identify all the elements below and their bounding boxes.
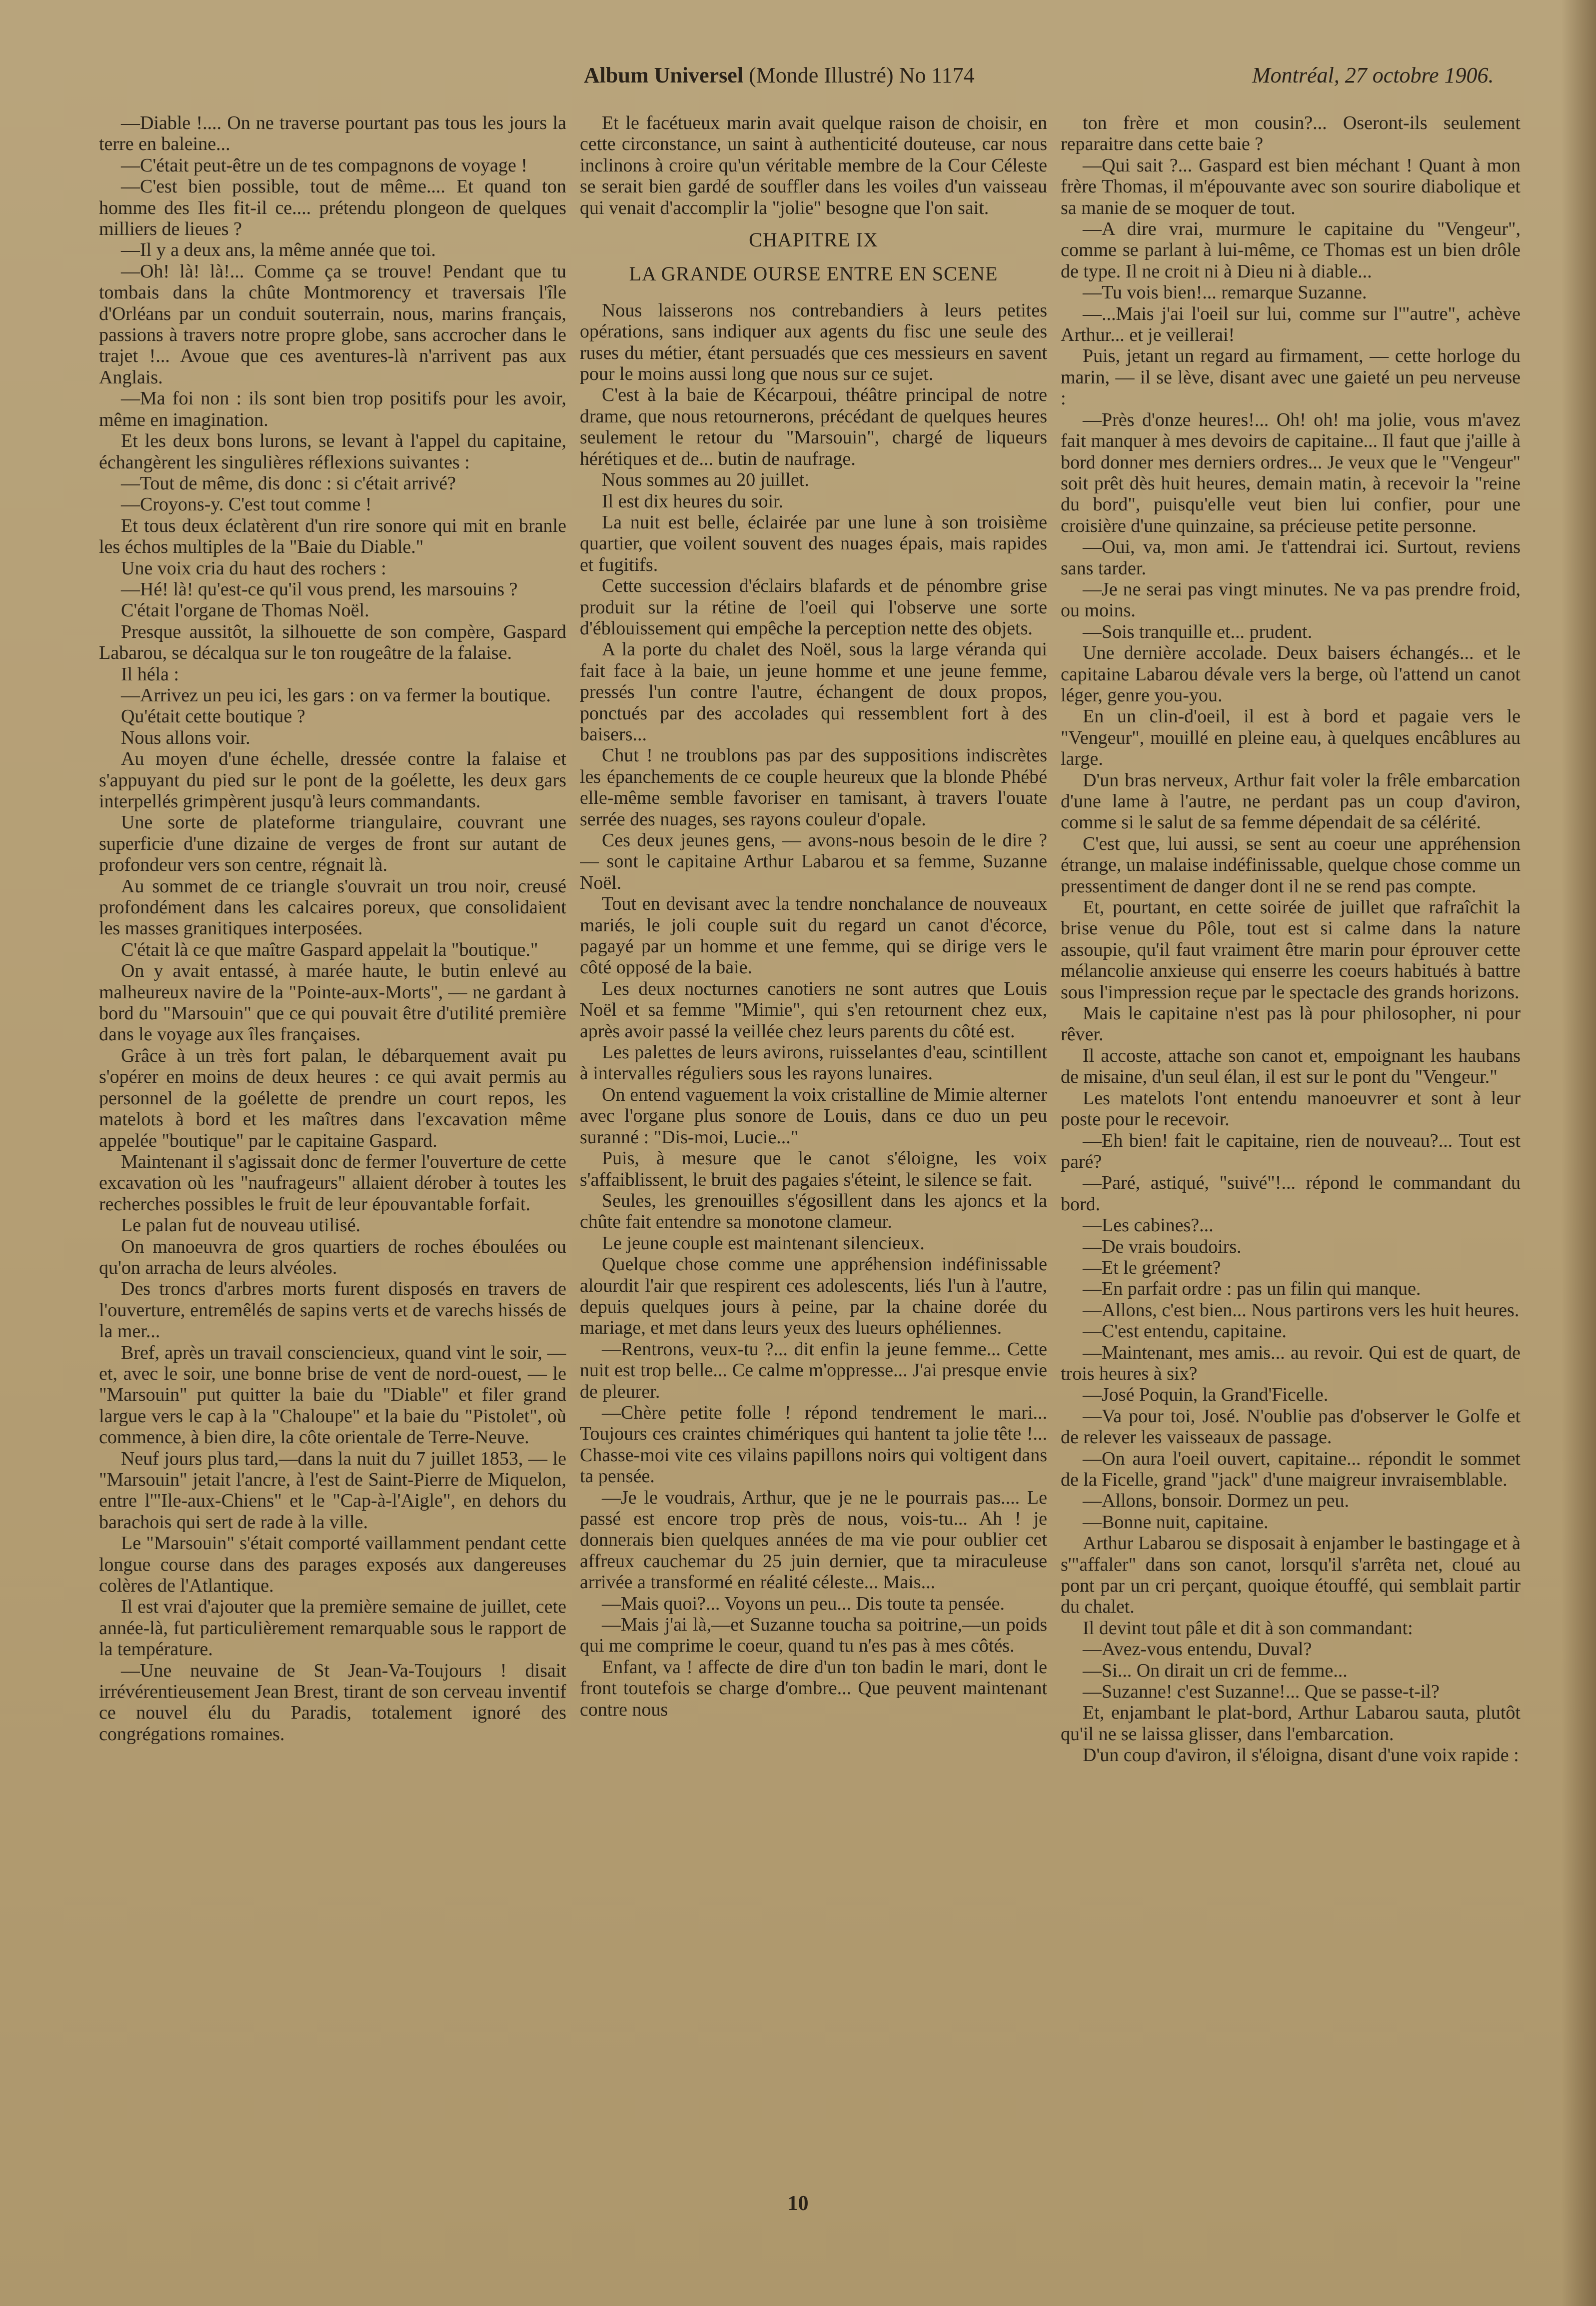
paragraph: Nous laisserons nos contrebandiers à leurs petites opérations, sans indiquer aux agents du fisc une seule des ruses du métier, étant persuadés que ces messieurs en savent pour le moins aussi long que nous sur ce sujet. [580,299,1047,385]
paragraph: On manoeuvra de gros quartiers de roches éboulées ou qu'on arracha de leurs alvéoles. [99,1236,566,1278]
paragraph: —Maintenant, mes amis... au revoir. Qui est de quart, de trois heures à six? [1061,1342,1521,1384]
paragraph: —C'est entendu, capitaine. [1083,1321,1287,1342]
column-3 [1061,112,1521,2187]
paragraph: Au sommet de ce triangle s'ouvrait un trou noir, creusé profondément dans les calcaires poreux, que consolidaient les masses granitiques interposées. [99,875,566,939]
paragraph: —Allons, bonsoir. Dormez un peu. [1083,1490,1350,1512]
paragraph: La nuit est belle, éclairée par une lune à son troisième quartier, que voilent souvent des nuages épais, mais rapides et fugitifs. [580,511,1047,575]
column-2-body [580,300,1047,1720]
paragraph: —Les cabines?... [1083,1215,1214,1236]
column-1 [99,112,566,2187]
paragraph: Quelque chose comme une appréhension indéfinissable alourdit l'air que respirent ces adolescents, liés l'un à l'autre, depuis quelques jours à peine, par la chaine dorée du mariage, et met dans leurs yeux des lueurs ophéliennes. [580,1254,1047,1339]
paragraph: C'était là ce que maître Gaspard appelait la "boutique." [121,939,538,960]
paragraph: En un clin-d'oeil, il est à bord et pagaie vers le "Vengeur", mouillé en pleine eau, à quelques encâblures au large. [1061,706,1521,770]
paragraph: Neuf jours plus tard,—dans la nuit du 7 juillet 1853, — le "Marsouin" jetait l'ancre, à l'est de Saint-Pierre de Miquelon, entre l'"Ile-aux-Chiens" et le "Cap-à-l'Aigle", en dehors du barachois qui sert de rade à la ville. [99,1448,566,1533]
paragraph: —En parfait ordre : pas un filin qui manque. [1083,1278,1421,1300]
paragraph: —C'était peut-être un de tes compagnons de voyage ! [121,154,528,176]
paragraph: —Mais quoi?... Voyons un peu... Dis toute ta pensée. [602,1593,1005,1614]
page-number: 10 [787,2192,809,2215]
paragraph: Il est dix heures du soir. [602,490,784,512]
paragraph: —A dire vrai, murmure le capitaine du "Vengeur", comme se parlant à lui-même, ce Thomas est un bien drôle de type. Il ne croit ni à Dieu ni à diable... [1061,218,1521,282]
paragraph: —Mais j'ai là,—et Suzanne toucha sa poitrine,—un poids qui me comprime le coeur, quand tu n'es pas à mes côtés. [580,1614,1047,1657]
paragraph: —Arrivez un peu ici, les gars : on va fermer la boutique. [121,684,551,706]
paragraph: —Bonne nuit, capitaine. [1083,1511,1269,1533]
paragraph: Bref, après un travail consciencieux, quand vint le soir, — et, avec le soir, une bonne brise de vent de nord-ouest, — le "Marsouin" put quitter la baie du "Diable" et filer grand largue vers le cap à la "Chaloupe" et la baie du "Pistolet", où commence, à bien dire, la côte orientale de Terre-Neuve. [99,1342,566,1448]
paragraph: —Je le voudrais, Arthur, que je ne le pourrais pas.... Le passé est encore trop près de nous, vois-tu... Ah ! je donnerais bien quelques années de ma vie pour oublier cet affreux cauchemar du 25 juin dernier, que ta miraculeuse arrivée a transformé en réalité céleste... Mais... [580,1487,1047,1593]
paragraph: Il est vrai d'ajouter que la première semaine de juillet, cete année-là, fut particulièrement remarquable sous le rapport de la température. [99,1596,566,1660]
paragraph: Il héla : [121,663,179,685]
paragraph: —On aura l'oeil ouvert, capitaine... répondit le sommet de la Ficelle, grand "jack" d'une maigreur invraisemblable. [1061,1448,1521,1490]
paragraph: Qu'était cette boutique ? [121,706,305,727]
paragraph: On y avait entassé, à marée haute, le butin enlevé au malheureux navire de la "Pointe-aux-Morts", — ne gardant à bord du "Marsouin" que ce qui pouvait être d'utilité première dans le voyage aux îles françaises. [99,960,566,1045]
paragraph: —Avez-vous entendu, Duval? [1083,1639,1312,1660]
paragraph: Des troncs d'arbres morts furent disposés en travers de l'ouverture, entremêlés de sapins verts et de varechs hissés de la mer... [99,1278,566,1342]
paragraph: Le "Marsouin" s'était comporté vaillamment pendant cette longue course dans des parages exposés aux dangereuses colères de l'Atlantique. [99,1533,566,1597]
paragraph: —Oui, va, mon ami. Je t'attendrai ici. Surtout, reviens sans tarder. [1061,536,1521,579]
paragraph: On entend vaguement la voix cristalline de Mimie alterner avec l'organe plus sonore de Louis, dans ce duo un peu suranné : "Dis-moi, Lucie..." [580,1084,1047,1148]
paragraph: —Diable !.... On ne traverse pourtant pas tous les jours la terre en baleine... [99,112,566,155]
paragraph: Nous allons voir. [121,727,250,748]
paragraph: D'un coup d'aviron, il s'éloigna, disant d'une voix rapide : [1083,1745,1519,1766]
chapter-title: LA GRANDE OURSE ENTRE EN SCENE [629,262,998,285]
paragraph: —Rentrons, veux-tu ?... dit enfin la jeune femme... Cette nuit est trop belle... Ce calme m'oppresse... J'ai presque envie de pleurer. [580,1338,1047,1402]
paragraph: —Il y a deux ans, la même année que toi. [121,239,436,261]
paragraph: —Si... On dirait un cri de femme... [1083,1660,1348,1681]
masthead-subtitle: (Monde Illustré) No 1174 [749,63,975,87]
paragraph: —José Poquin, la Grand'Ficelle. [1083,1384,1329,1406]
paragraph: Puis, jetant un regard au firmament, — cette horloge du marin, — il se lève, disant avec une gaieté un peu nerveuse : [1061,345,1521,409]
paragraph: Les palettes de leurs avirons, ruisselantes d'eau, scintillent à intervalles réguliers sous les rayons lunaires. [580,1042,1047,1084]
paragraph: —De vrais boudoirs. [1083,1236,1242,1257]
paragraph: Cette succession d'éclairs blafards et de pénombre grise produit sur la rétine de l'oeil qui l'observe une sorte d'éblouissement qui empêche la perception nette des objets. [580,575,1047,639]
paragraph: Et, pourtant, en cette soirée de juillet que rafraîchit la brise venue du Pôle, tout est si calme dans la nature assoupie, qu'il faut vraiment être marin pour éprouver cette mélancolie anxieuse qui enserre les coeurs habitués à battre sous l'impression reçue par le spectacle des grands horizons. [1061,897,1521,1003]
paragraph: Une sorte de plateforme triangulaire, couvrant une superficie d'une dizaine de verges de front sur autant de profondeur vers son centre, régnait là. [99,812,566,876]
paragraph: Chut ! ne troublons pas par des suppositions indiscrètes les épanchements de ce couple heureux que la blonde Phébé elle-même semble favoriser en tamisant, à travers l'ouate serrée des nuages, ses rayons couleur d'opale. [580,745,1047,830]
paragraph: A la porte du chalet des Noël, sous la large véranda qui fait face à la baie, un jeune homme et une jeune femme, pressés l'un contre l'autre, échangent de doux propos, ponctués par des accolades qui ressemblent fort à des baisers... [580,639,1047,745]
paragraph: Il devint tout pâle et dit à son commandant: [1083,1617,1413,1639]
paragraph: Seules, les grenouilles s'égosillent dans les ajoncs et la chûte fait entendre sa monotone clameur. [580,1190,1047,1233]
paragraph: Au moyen d'une échelle, dressée contre la falaise et s'appuyant du pied sur le pont de la goélette, les deux gars interpellés grimpèrent jusqu'à leurs commandants. [99,748,566,812]
paragraph: D'un bras nerveux, Arthur fait voler la frêle embarcation d'une lame à l'autre, ne perdant pas un coup d'aviron, comme si le salut de sa femme dépendait de sa célérité. [1061,769,1521,833]
paragraph: —...Mais j'ai l'oeil sur lui, comme sur l'"autre", achève Arthur... et je veillerai! [1061,303,1521,346]
running-header [0,62,1596,102]
paragraph: C'était l'organe de Thomas Noël. [121,600,369,621]
paragraph: Le palan fut de nouveau utilisé. [121,1215,361,1236]
paragraph: —C'est bien possible, tout de même.... Et quand ton homme des Iles fit-il ce.... prétendu plongeon de quelques milliers de lieues ? [99,176,566,240]
column-2-intro [580,112,1047,218]
paragraph: —Ma foi non : ils sont bien trop positifs pour les avoir, même en imagination. [99,388,566,430]
paragraph: Nous sommes au 20 juillet. [602,469,809,491]
paragraph: —Et le gréement? [1083,1257,1221,1278]
paragraph: Une dernière accolade. Deux baisers échangés... et le capitaine Labarou dévale vers la berge, où l'attend un canot léger, genre you-you. [1061,642,1521,706]
paragraph: —Sois tranquille et... prudent. [1083,621,1313,642]
paragraph: Presque aussitôt, la silhouette de son compère, Gaspard Labarou, se décalqua sur le ton rougeâtre de la falaise. [99,621,566,664]
page-edge-shadow [1561,0,1596,2306]
paragraph: C'est à la baie de Kécarpoui, théâtre principal de notre drame, que nous retournerons, précédant de quelques heures seulement le retour du "Marsouin", chargé de liqueurs hérétiques et de... butin de naufrage. [580,384,1047,469]
paragraph: Arthur Labarou se disposait à enjamber le bastingage et à s'"affaler" dans son canot, lorsqu'il s'arrêta net, cloué au pont par un cri perçant, quoique étouffé, qui semblait partir du chalet. [1061,1533,1521,1618]
paragraph: —Va pour toi, José. N'oublie pas d'observer le Golfe et de relever les vaisseaux de passage. [1061,1405,1521,1448]
paragraph: —Croyons-y. C'est tout comme ! [121,494,372,515]
paragraph: Le jeune couple est maintenant silencieux. [602,1232,925,1254]
paragraph: —Suzanne! c'est Suzanne!... Que se passe-t-il? [1083,1681,1440,1703]
paragraph: —Tu vois bien!... remarque Suzanne. [1083,282,1367,303]
paragraph: Une voix cria du haut des rochers : [121,557,386,579]
masthead [584,62,975,88]
paragraph: Maintenant il s'agissait donc de fermer l'ouverture de cette excavation où les "naufrageurs" allaient dérober à toutes les recherches possibles le fruit de leur épouvantable forfait. [99,1151,566,1215]
paragraph: —Oh! là! là!... Comme ça se trouve! Pendant que tu tombais dans la chûte Montmorency et traversais l'île d'Orléans par un conduit souterrain, nous, marins français, passions à travers notre propre globe, sans accrocher dans le trajet !... Avoue que ces aventures-là n'arrivent pas aux Anglais. [99,260,566,388]
column-2 [580,112,1047,2187]
paragraph: Et tous deux éclatèrent d'un rire sonore qui mit en branle les échos multiples de la "Baie du Diable." [99,515,566,558]
paragraph: Il accoste, attache son canot et, empoignant les haubans de misaine, d'un seul élan, il est sur le pont du "Vengeur." [1061,1045,1521,1088]
paragraph: Et, enjambant le plat-bord, Arthur Labarou sauta, plutôt qu'il ne se laissa glisser, dans l'embarcation. [1061,1702,1521,1745]
paragraph: —Une neuvaine de St Jean-Va-Toujours ! disait irrévérentieusement Jean Brest, tirant de son cerveau inventif ce nouvel élu du Paradis, totalement ignoré des congrégations romaines. [99,1660,566,1745]
paragraph: Les matelots l'ont entendu manoeuvrer et sont à leur poste pour le recevoir. [1061,1087,1521,1130]
paragraph: Enfant, va ! affecte de dire d'un ton badin le mari, dont le front toutefois se charge d'ombre... Que peuvent maintenant contre nous [580,1656,1047,1720]
paragraph: Tout en devisant avec la tendre nonchalance de nouveaux mariés, le joli couple suit du regard un canot d'écorce, pagayé par un homme et une femme, qui se dirige vers le côté opposé de la baie. [580,893,1047,978]
paragraph: ton frère et mon cousin?... Oseront-ils seulement reparaitre dans cette baie ? [1061,112,1521,155]
paragraph: Les deux nocturnes canotiers ne sont autres que Louis Noël et sa femme "Mimie", qui s'en retournent chez eux, après avoir passé la veillée chez leurs parents du côté est. [580,978,1047,1042]
paragraph: Et le facétueux marin avait quelque raison de choisir, en cette circonstance, un saint à authenticité douteuse, car nous inclinons à croire qu'un véritable membre de la Cour Céleste se serait bien gardé de souffler dans les voiles d'un vaisseau qui venait d'accomplir la "jolie" besogne que l'on sait. [580,112,1047,218]
dateline: Montréal, 27 octobre 1906. [1252,63,1494,87]
paragraph: Ces deux jeunes gens, — avons-nous besoin de le dire ? — sont le capitaine Arthur Labarou et sa femme, Suzanne Noël. [580,830,1047,893]
paragraph: —Eh bien! fait le capitaine, rien de nouveau?... Tout est paré? [1061,1130,1521,1172]
paragraph: —Près d'onze heures!... Oh! oh! ma jolie, vous m'avez fait manquer à mes devoirs de capitaine... Il faut que j'aille à bord donner mes derniers ordres... Je veux que le "Vengeur" soit prêt dès huit heures, demain matin, à recevoir la "reine du bord", puisqu'elle veut bien lui confier, pour une croisière d'une quinzaine, sa précieuse petite personne. [1061,409,1521,536]
paragraph: Puis, à mesure que le canot s'éloigne, les voix s'affaiblissent, le bruit des pagaies s'éteint, le silence se fait. [580,1148,1047,1190]
masthead-title: Album Universel [584,63,743,87]
paragraph: —Chère petite folle ! répond tendrement le mari... Toujours ces craintes chimériques qui hantent ta jolie tête !... Chasse-moi vite ces vilains papillons noirs qui voltigent dans ta pensée. [580,1402,1047,1487]
paragraph: —Hé! là! qu'est-ce qu'il vous prend, les marsouins ? [121,578,518,600]
paragraph: —Allons, c'est bien... Nous partirons vers les huit heures. [1083,1299,1520,1321]
paragraph: C'est que, lui aussi, se sent au coeur une appréhension étrange, un malaise indéfinissable, quelque chose comme un pressentiment de danger dont il ne se rend pas compte. [1061,833,1521,897]
paragraph: —Qui sait ?... Gaspard est bien méchant ! Quant à mon frère Thomas, il m'épouvante avec son sourire diabolique et sa manie de se moquer de tout. [1061,154,1521,218]
chapter-number: CHAPITRE IX [749,228,878,251]
paragraph: Mais le capitaine n'est pas là pour philosopher, ni pour rêver. [1061,1003,1521,1045]
paragraph: —Paré, astiqué, "suivé"!... répond le commandant du bord. [1061,1172,1521,1215]
paragraph: Et les deux bons lurons, se levant à l'appel du capitaine, échangèrent les singulières réflexions suivantes : [99,430,566,473]
paragraph: Grâce à un très fort palan, le débarquement avait pu s'opérer en moins de deux heures : ce qui avait permis au personnel de la goélette de prendre un court repos, les matelots à bord et les maîtres dans l'excavation même appelée "boutique" par le capitaine Gaspard. [99,1045,566,1151]
paragraph: —Tout de même, dis donc : si c'était arrivé? [121,472,456,494]
paragraph: —Je ne serai pas vingt minutes. Ne va pas prendre froid, ou moins. [1061,578,1521,621]
